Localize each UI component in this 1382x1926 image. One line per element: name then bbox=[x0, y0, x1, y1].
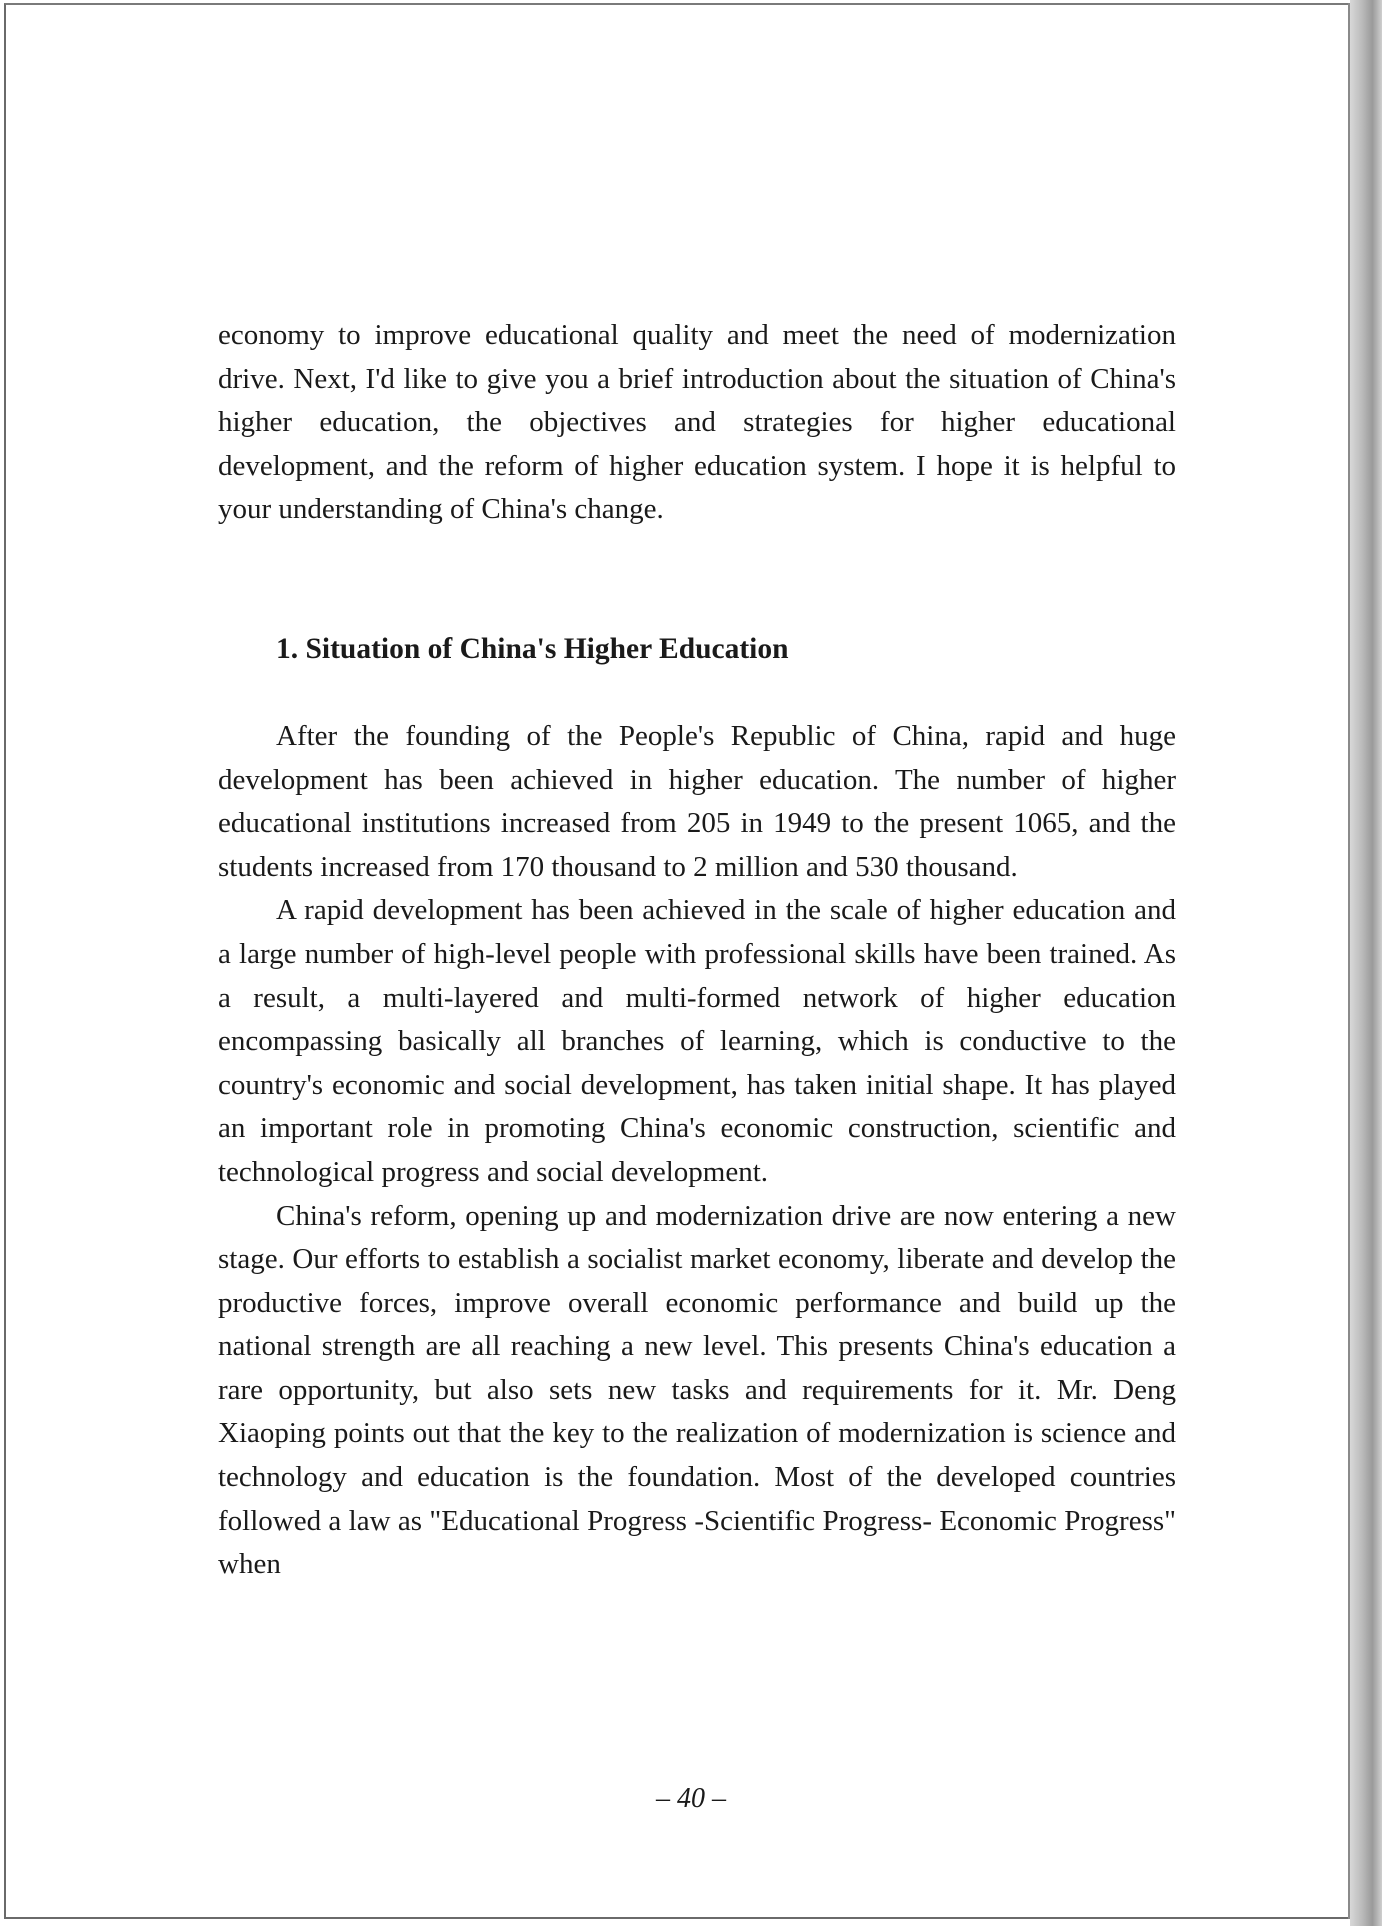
intro-paragraph: economy to improve educational quality and meet the need of modernization drive. Next, I'd like to give you a brief introduction about the situation of China's higher education, the objectives and strategies for higher educational development, and the reform of higher education system. I hope it is helpful to your understanding of China's change. bbox=[218, 319, 1176, 526]
page-edge-shadow bbox=[1350, 0, 1382, 1926]
section-body bbox=[218, 715, 1176, 1587]
section-heading: 1. Situation of China's Higher Education bbox=[276, 632, 789, 665]
body-paragraph-1: After the founding of the People's Republic of China, rapid and huge development has been achieved in higher education. The number of higher educational institutions increased from 205 in 1949 to the present 1065, and the students increased from 170 thousand to 2 million and 530 thousand. bbox=[218, 719, 1176, 883]
page-number: – 40 – bbox=[656, 1783, 726, 1814]
body-paragraph-2: A rapid development has been achieved in the scale of higher education and a large number of high-level people with professional skills have been trained. As a result, a multi-layered and multi-formed network of higher education encompassing basically all branches of learning, which is conductive to the country's economic and social development, has taken initial shape. It has played an important role in promoting China's economic construction, scientific and technological progress and social development. bbox=[218, 894, 1176, 1188]
page-content bbox=[218, 314, 1176, 1587]
body-paragraph-3: China's reform, opening up and modernization drive are now entering a new stage. Our efforts to establish a socialist market economy, liberate and develop the productive forces, improve overall economic performance and build up the national strength are all reaching a new level. This presents China's education a rare opportunity, but also sets new tasks and requirements for it. Mr. Deng Xiaoping points out that the key to the realization of modernization is science and technology and education is the foundation. Most of the developed countries followed a law as "Educational Progress -Scientific Progress- Economic Progress" when bbox=[218, 1199, 1176, 1581]
